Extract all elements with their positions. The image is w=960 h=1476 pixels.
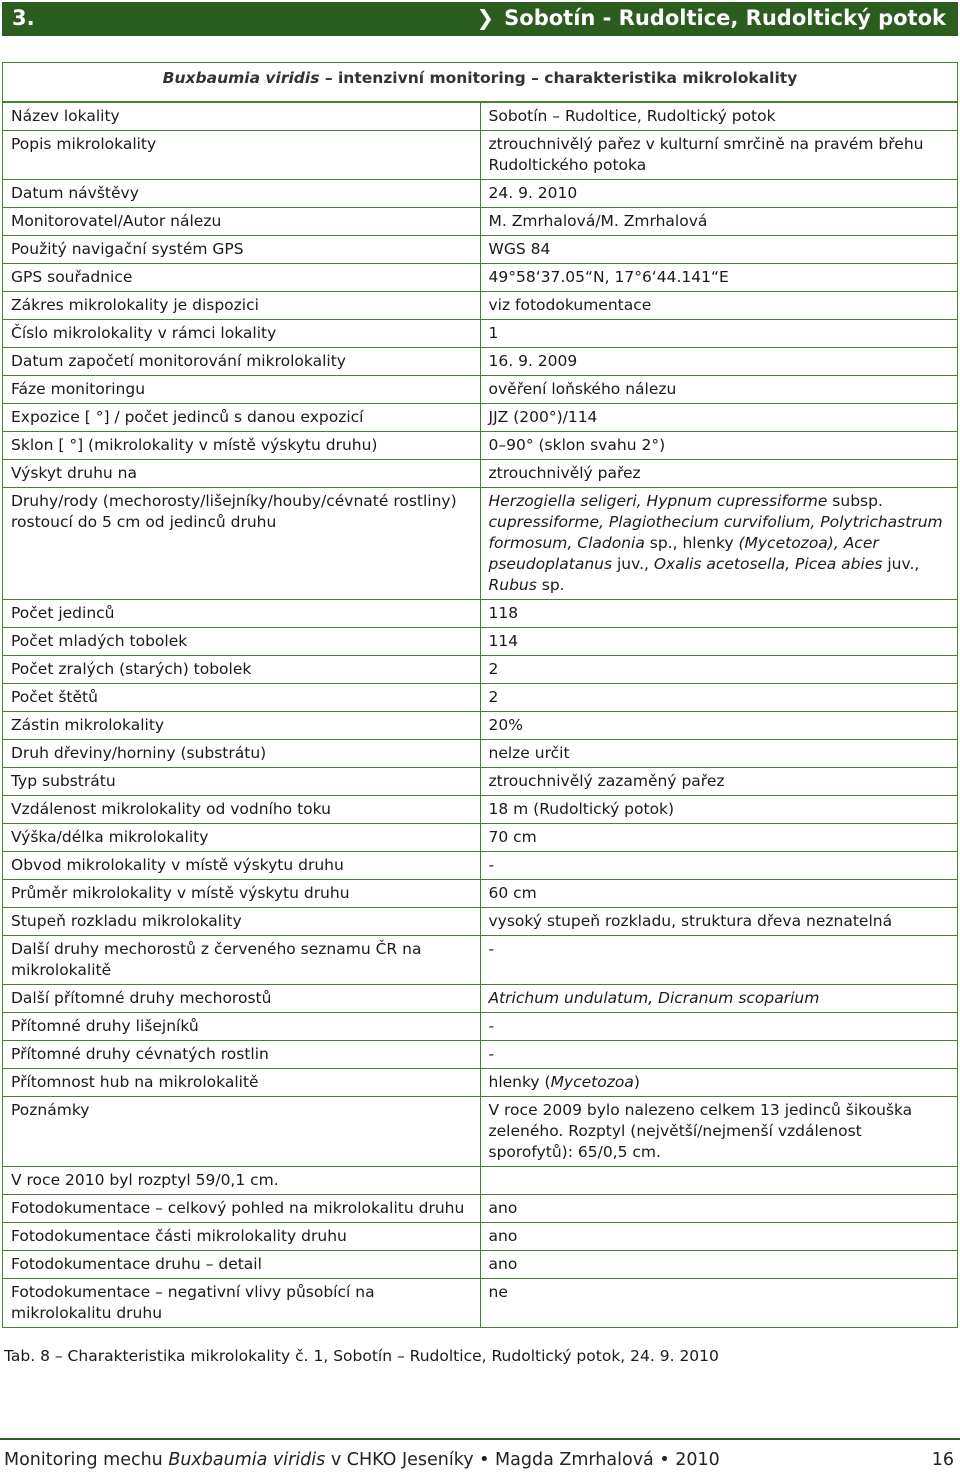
table-row — [3, 1223, 958, 1251]
row-value: ano — [480, 1251, 958, 1279]
row-label: Výška/délka mikrolokality — [3, 824, 481, 852]
table-row — [3, 1195, 958, 1223]
table-row — [3, 236, 958, 264]
table-row — [3, 600, 958, 628]
row-label: Přítomné druhy cévnatých rostlin — [3, 1041, 481, 1069]
row-value: 20% — [480, 712, 958, 740]
row-label: Zástin mikrolokality — [3, 712, 481, 740]
footer-suffix: v CHKO Jeseníky • Magda Zmrhalová • 2010 — [325, 1450, 720, 1470]
row-value: 1 — [480, 320, 958, 348]
chapter-title: Sobotín - Rudoltice, Rudoltický potok — [504, 6, 946, 30]
row-value: ztrouchnivělý pařez v kulturní smrčině na pravém břehu Rudoltického potoka — [480, 131, 958, 180]
row-label: Další druhy mechorostů z červeného seznamu ČR na mikrolokalitě — [3, 936, 481, 985]
table-row — [3, 908, 958, 936]
row-label: Fotodokumentace druhu – detail — [3, 1251, 481, 1279]
row-value: 24. 9. 2010 — [480, 180, 958, 208]
table-row — [3, 852, 958, 880]
species-text: sp. — [536, 576, 565, 594]
row-value: 60 cm — [480, 880, 958, 908]
row-label: Počet mladých tobolek — [3, 628, 481, 656]
table-row — [3, 460, 958, 488]
footer-species: Buxbaumia viridis — [168, 1450, 326, 1470]
table-row — [3, 1069, 958, 1097]
row-value: 118 — [480, 600, 958, 628]
row-value: 2 — [480, 656, 958, 684]
table-row — [3, 376, 958, 404]
row-label: Počet štětů — [3, 684, 481, 712]
table-row — [3, 628, 958, 656]
table-row — [3, 348, 958, 376]
table-row — [3, 684, 958, 712]
row-label: Fotodokumentace části mikrolokality druhu — [3, 1223, 481, 1251]
table-row — [3, 1013, 958, 1041]
footer-divider — [0, 1438, 960, 1440]
page-number: 16 — [931, 1450, 954, 1470]
row-value: V roce 2009 bylo nalezeno celkem 13 jedinců šikouška zeleného. Rozptyl (největší/nejmenší vzdálenost sporofytů): 65/0,5 cm. — [480, 1097, 958, 1167]
row-value — [480, 1069, 958, 1097]
table-row — [3, 985, 958, 1013]
row-value: 114 — [480, 628, 958, 656]
row-value: - — [480, 1041, 958, 1069]
row-label: Popis mikrolokality — [3, 131, 481, 180]
row-label: Výskyt druhu na — [3, 460, 481, 488]
caption-species: Buxbaumia viridis — [162, 69, 320, 87]
row-value: 70 cm — [480, 824, 958, 852]
row-value: - — [480, 1013, 958, 1041]
table-row — [3, 880, 958, 908]
row-label: Počet zralých (starých) tobolek — [3, 656, 481, 684]
row-label: Monitorovatel/Autor nálezu — [3, 208, 481, 236]
row-value: 2 — [480, 684, 958, 712]
row-label: Stupeň rozkladu mikrolokality — [3, 908, 481, 936]
characteristics-table — [2, 62, 958, 1328]
table-row — [3, 1279, 958, 1328]
table-row — [3, 656, 958, 684]
row-label: Datum návštěvy — [3, 180, 481, 208]
row-value: ano — [480, 1195, 958, 1223]
table-row — [3, 131, 958, 180]
row-label: Přítomnost hub na mikrolokalitě — [3, 1069, 481, 1097]
table-row — [3, 488, 958, 600]
table-row — [3, 1041, 958, 1069]
row-label: Datum započetí monitorování mikrolokality — [3, 348, 481, 376]
row-label: Typ substrátu — [3, 768, 481, 796]
row-label: Fáze monitoringu — [3, 376, 481, 404]
species-text: sp., hlenky — [644, 534, 739, 552]
table-row — [3, 824, 958, 852]
species-text: Oxalis acetosella, Picea abies — [653, 555, 883, 573]
row-label: Expozice [ °] / počet jedinců s danou expozicí — [3, 404, 481, 432]
chapter-header — [2, 2, 958, 36]
row-value: Atrichum undulatum, Dicranum scoparium — [480, 985, 958, 1013]
row-label: Druh dřeviny/horniny (substrátu) — [3, 740, 481, 768]
table-label: Tab. 8 – Charakteristika mikrolokality č. 1, Sobotín – Rudoltice, Rudoltický potok, 24. 9. 2010 — [4, 1347, 719, 1365]
row-value: 16. 9. 2009 — [480, 348, 958, 376]
row-value: ne — [480, 1279, 958, 1328]
row-value: vysoký stupeň rozkladu, struktura dřeva neznatelná — [480, 908, 958, 936]
row-value: 49°58‘37.05“N, 17°6‘44.141“E — [480, 264, 958, 292]
row-label: Průměr mikrolokality v místě výskytu druhu — [3, 880, 481, 908]
row-label: V roce 2010 byl rozptyl 59/0,1 cm. — [3, 1167, 481, 1195]
table-row — [3, 712, 958, 740]
row-label: Druhy/rody (mechorosty/lišejníky/houby/cévnaté rostliny) rostoucí do 5 cm od jedinců druhu — [3, 488, 481, 600]
row-value: WGS 84 — [480, 236, 958, 264]
row-label: Zákres mikrolokality je dispozici — [3, 292, 481, 320]
species-text: Herzogiella seligeri, Hypnum cupressiforme — [488, 492, 828, 510]
row-value: - — [480, 852, 958, 880]
table-row — [3, 404, 958, 432]
row-label: Přítomné druhy lišejníků — [3, 1013, 481, 1041]
row-label: Číslo mikrolokality v rámci lokality — [3, 320, 481, 348]
row-value: M. Zmrhalová/M. Zmrhalová — [480, 208, 958, 236]
row-value: ztrouchnivělý pařez — [480, 460, 958, 488]
row-value — [480, 1167, 958, 1195]
row-label: Fotodokumentace – negativní vlivy působící na mikrolokalitu druhu — [3, 1279, 481, 1328]
row-label: Sklon [ °] (mikrolokality v místě výskytu druhu) — [3, 432, 481, 460]
row-value: JJZ (200°)/114 — [480, 404, 958, 432]
table-row — [3, 936, 958, 985]
row-label: Název lokality — [3, 102, 481, 131]
chapter-title-wrap — [477, 6, 946, 30]
row-label: Fotodokumentace – celkový pohled na mikrolokalitu druhu — [3, 1195, 481, 1223]
row-value: viz fotodokumentace — [480, 292, 958, 320]
table-row — [3, 740, 958, 768]
table-caption — [3, 63, 958, 103]
fungi-text: Mycetozoa — [550, 1073, 634, 1091]
row-label: GPS souřadnice — [3, 264, 481, 292]
table-row — [3, 320, 958, 348]
page-footer — [4, 1450, 956, 1470]
species-text: juv., — [882, 555, 920, 573]
table-row — [3, 1167, 958, 1195]
row-value: Sobotín – Rudoltice, Rudoltický potok — [480, 102, 958, 131]
table-row — [3, 292, 958, 320]
row-value — [480, 488, 958, 600]
row-value: ověření loňského nálezu — [480, 376, 958, 404]
fungi-text: ) — [633, 1073, 640, 1091]
row-label: Obvod mikrolokality v místě výskytu druhu — [3, 852, 481, 880]
table-row — [3, 432, 958, 460]
table-row — [3, 180, 958, 208]
table-row — [3, 796, 958, 824]
table-row — [3, 768, 958, 796]
row-label: Vzdálenost mikrolokality od vodního toku — [3, 796, 481, 824]
row-value: ztrouchnivělý zazaměný pařez — [480, 768, 958, 796]
row-value: - — [480, 936, 958, 985]
row-label: Počet jedinců — [3, 600, 481, 628]
caption-text: – intenzivní monitoring – charakteristika mikrolokality — [319, 69, 798, 87]
species-text: cupressiforme, Plagiothecium curvifolium, Polytrichastrum formosum, Cladonia — [488, 513, 943, 552]
row-value: 18 m (Rudoltický potok) — [480, 796, 958, 824]
row-label: Použitý navigační systém GPS — [3, 236, 481, 264]
species-text: (Mycetozoa), Acer pseudoplatanus — [488, 534, 879, 573]
chapter-number: 3. — [12, 6, 35, 30]
fungi-text: hlenky ( — [488, 1073, 551, 1091]
table-row — [3, 1251, 958, 1279]
species-text: subsp. — [827, 492, 883, 510]
row-label: Další přítomné druhy mechorostů — [3, 985, 481, 1013]
row-value: 0–90° (sklon svahu 2°) — [480, 432, 958, 460]
row-label: Poznámky — [3, 1097, 481, 1167]
row-value: nelze určit — [480, 740, 958, 768]
species-text: Rubus — [488, 576, 537, 594]
chevron-right-icon: ❯ — [476, 6, 495, 30]
table-row — [3, 1097, 958, 1167]
species-text: juv., — [612, 555, 654, 573]
table-row — [3, 102, 958, 131]
footer-prefix: Monitoring mechu — [4, 1450, 169, 1470]
row-value: ano — [480, 1223, 958, 1251]
table-row — [3, 264, 958, 292]
table-row — [3, 208, 958, 236]
